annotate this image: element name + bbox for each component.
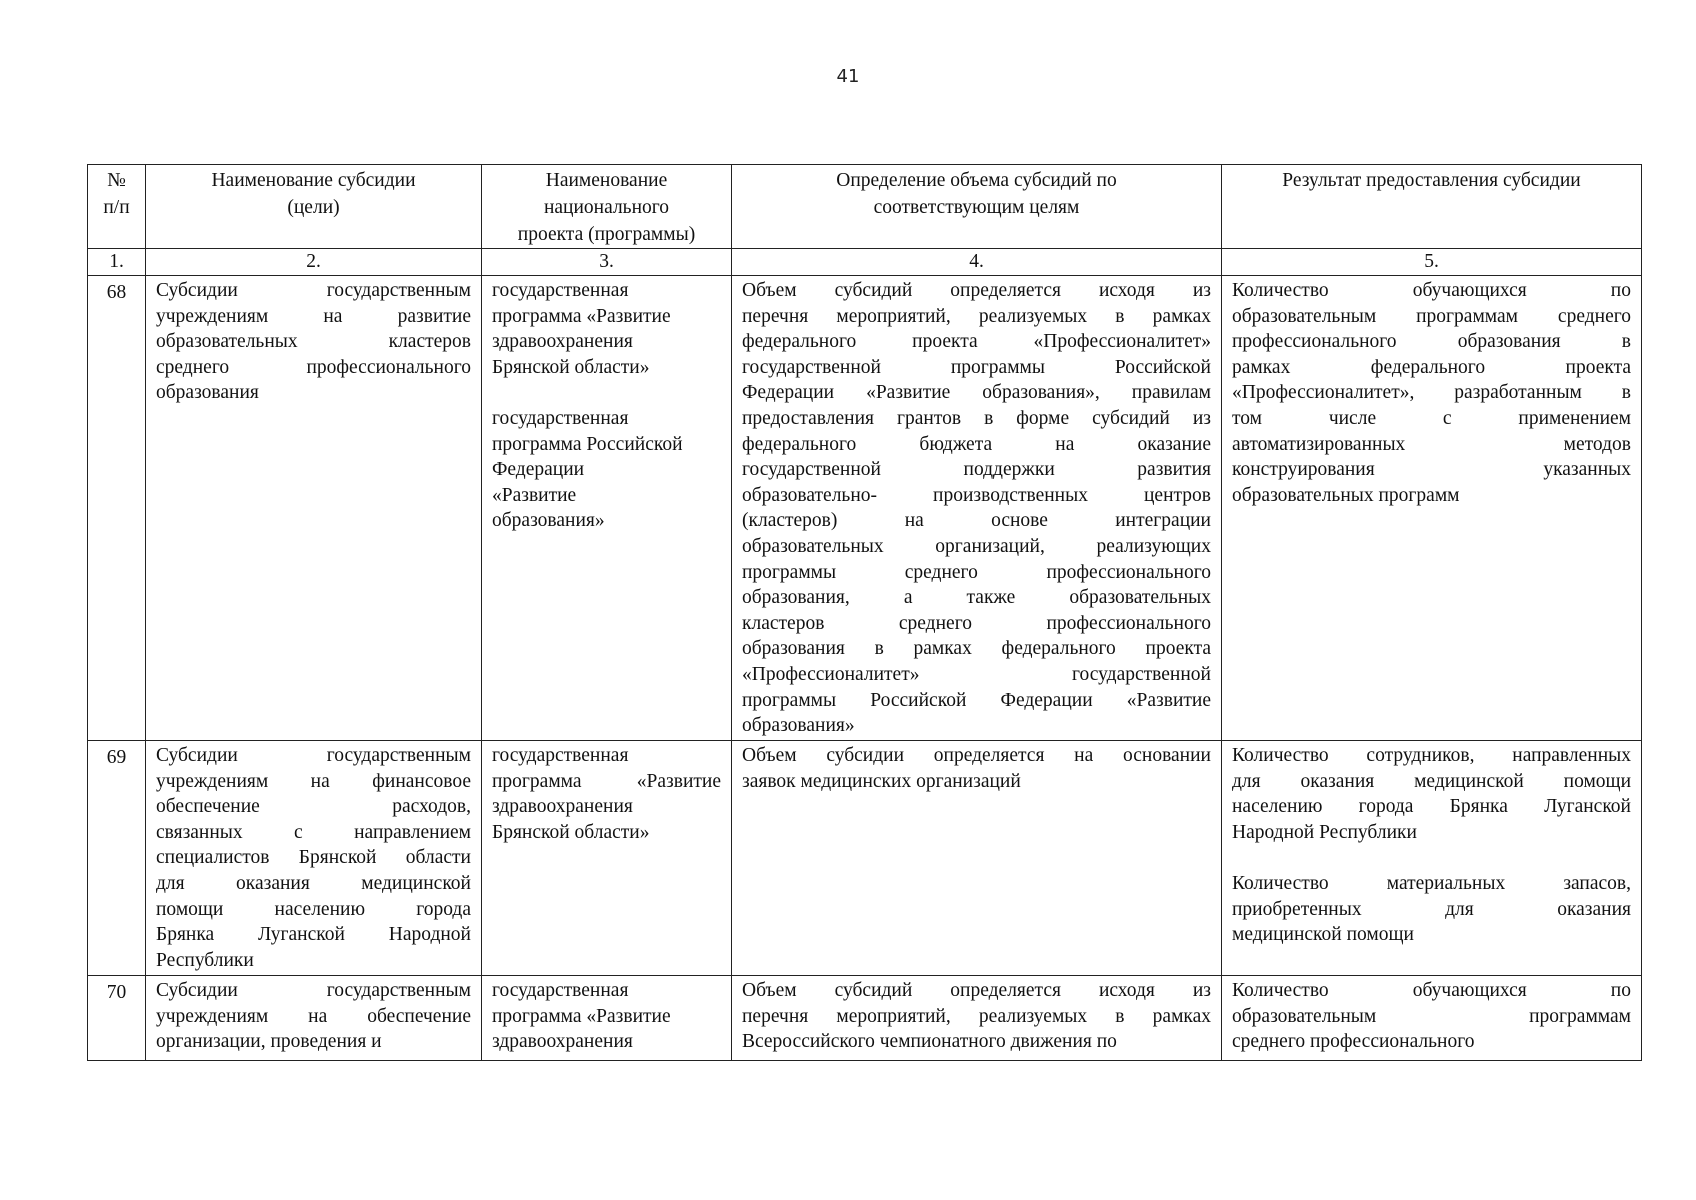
header-project-name	[482, 165, 732, 249]
text-line: Количество обучающихся по	[1232, 280, 1631, 301]
text-line: «Профессионалитет», разработанным в	[1232, 382, 1631, 404]
text-line: образовательным программам среднего	[1232, 305, 1631, 327]
column-number: 5.	[1222, 249, 1642, 276]
text-line: профессионального образования в	[1232, 331, 1631, 353]
page-number: 41	[836, 66, 860, 87]
header-number	[88, 165, 146, 249]
column-number: 4.	[732, 249, 1222, 276]
text-line: Брянской области»	[492, 821, 650, 843]
text-line: помощи населению города	[156, 898, 471, 920]
header-number-line: №	[107, 170, 126, 191]
text-line: образования, а также образовательных	[742, 587, 1211, 609]
result-cell	[1222, 741, 1642, 976]
text-line: связанных с направлением	[156, 821, 471, 843]
text-line: «Развитие	[492, 484, 577, 506]
text-line: Всероссийского чемпионатного движения по	[742, 1031, 1117, 1053]
header-project-name-line: проекта (программы)	[517, 224, 696, 245]
text-line: программа «Развитие	[492, 305, 671, 327]
text-line: специалистов Брянской области	[156, 847, 471, 869]
text-line: Федерации «Развитие образования», правилам	[742, 382, 1211, 404]
header-volume-line: соответствующим целям	[873, 197, 1080, 218]
text-line: Субсидии государственным	[156, 745, 471, 766]
text-line: «Профессионалитет» государственной	[742, 663, 1211, 685]
column-number: 1.	[88, 249, 146, 276]
text-line: перечня мероприятий, реализуемых в рамках	[742, 305, 1211, 327]
text-line: образовательных кластеров	[156, 331, 471, 353]
text-line: образовательно- производственных центров	[742, 484, 1211, 506]
text-line: государственная	[492, 745, 629, 766]
header-subsidy-name	[146, 165, 482, 249]
result-block	[1232, 871, 1631, 948]
text-line: Количество сотрудников, направленных	[1232, 745, 1631, 766]
text-line: образовательным программам	[1232, 1005, 1631, 1027]
text-line: здравоохранения	[492, 1031, 633, 1053]
header-project-name-line: национального	[543, 197, 670, 218]
column-number: 3.	[482, 249, 732, 276]
text-line: здравоохранения	[492, 796, 633, 818]
text-line: Объем субсидии определяется на основании	[742, 745, 1211, 766]
text-line: Субсидии государственным	[156, 980, 471, 1001]
text-line: автоматизированных методов	[1232, 433, 1631, 455]
result-cell	[1222, 276, 1642, 741]
text-line: Количество обучающихся по	[1232, 980, 1631, 1001]
text-line: государственная	[492, 280, 629, 301]
header-project-name-line: Наименование	[545, 170, 668, 191]
text-line: конструирования указанных	[1232, 459, 1631, 481]
text-line: учреждениям на развитие	[156, 305, 471, 327]
header-result-line: Результат предоставления субсидии	[1282, 170, 1581, 191]
text-line: среднего профессионального	[156, 356, 471, 378]
text-line: для оказания медицинской помощи	[1232, 770, 1631, 792]
text-line: Объем субсидий определяется исходя из	[742, 280, 1211, 301]
header-number-line: п/п	[103, 197, 130, 218]
text-line: образовательных программ	[1232, 484, 1460, 506]
table-header-row	[88, 165, 1642, 249]
text-line: программы среднего профессионального	[742, 561, 1211, 583]
text-line: здравоохранения	[492, 331, 633, 353]
text-line: государственная	[492, 407, 629, 429]
text-line: рамках федерального проекта	[1232, 356, 1631, 378]
text-line: перечня мероприятий, реализуемых в рамках	[742, 1005, 1211, 1027]
result-block	[1232, 743, 1631, 845]
text-line: для оказания медицинской	[156, 872, 471, 894]
text-line: населению города Брянка Луганской	[1232, 796, 1631, 818]
text-line: обеспечение расходов,	[156, 796, 471, 818]
project-name-block	[492, 406, 721, 534]
text-line: государственной программы Российской	[742, 356, 1211, 378]
result-cell	[1222, 976, 1642, 1061]
text-line: учреждениям на обеспечение	[156, 1005, 471, 1027]
table-row	[88, 741, 1642, 976]
header-result	[1222, 165, 1642, 249]
text-line: федерального бюджета на оказание	[742, 433, 1211, 455]
text-line: Народной Республики	[1232, 821, 1417, 843]
text-line: образования	[156, 382, 259, 404]
subsidy-name-cell	[146, 276, 482, 741]
text-line: предоставления грантов в форме субсидий из	[742, 407, 1211, 429]
text-line: Объем субсидий определяется исходя из	[742, 980, 1211, 1001]
text-line: программы Российской Федерации «Развитие	[742, 689, 1211, 711]
text-line: организации, проведения и	[156, 1031, 382, 1053]
project-name-block	[492, 278, 721, 380]
volume-definition-cell	[732, 276, 1222, 741]
table-row	[88, 976, 1642, 1061]
text-line: (кластеров) на основе интеграции	[742, 510, 1211, 532]
text-line: среднего профессионального	[1232, 1031, 1475, 1053]
volume-definition-cell	[732, 741, 1222, 976]
text-line: государственная	[492, 980, 629, 1001]
header-volume-definition	[732, 165, 1222, 249]
volume-definition-cell	[732, 976, 1222, 1061]
paragraph-gap	[1232, 845, 1631, 871]
column-number: 2.	[146, 249, 482, 276]
header-volume-line: Определение объема субсидий по	[836, 170, 1117, 191]
subsidy-table	[87, 164, 1642, 1061]
text-line: Субсидии государственным	[156, 280, 471, 301]
text-line: Брянской области»	[492, 356, 650, 378]
text-line: Республики	[156, 949, 254, 971]
header-subsidy-name-line: (цели)	[287, 197, 340, 218]
row-number: 70	[88, 976, 146, 1061]
row-number: 69	[88, 741, 146, 976]
column-number-row	[88, 249, 1642, 276]
header-subsidy-name-line: Наименование субсидии	[211, 170, 416, 191]
text-line: образования»	[742, 715, 855, 737]
text-line: государственной поддержки развития	[742, 459, 1211, 481]
text-line: образования в рамках федерального проекта	[742, 638, 1211, 660]
text-line: медицинской помощи	[1232, 924, 1414, 946]
text-line: Количество материальных запасов,	[1232, 872, 1631, 894]
paragraph-gap	[492, 380, 721, 406]
text-line: заявок медицинских организаций	[742, 770, 1021, 792]
text-line: федерального проекта «Профессионалитет»	[742, 331, 1211, 353]
text-line: программа «Развитие	[492, 770, 721, 792]
project-name-cell	[482, 741, 732, 976]
table-row	[88, 276, 1642, 741]
project-name-cell	[482, 976, 732, 1061]
row-number: 68	[88, 276, 146, 741]
subsidy-name-cell	[146, 741, 482, 976]
text-line: образования»	[492, 510, 605, 532]
text-line: учреждениям на финансовое	[156, 770, 471, 792]
text-line: образовательных организаций, реализующих	[742, 535, 1211, 557]
text-line: том числе с применением	[1232, 407, 1631, 429]
text-line: приобретенных для оказания	[1232, 898, 1631, 920]
text-line: программа Российской	[492, 433, 683, 455]
text-line: кластеров среднего профессионального	[742, 612, 1211, 634]
text-line: Брянка Луганской Народной	[156, 924, 471, 946]
project-name-block	[492, 743, 721, 845]
text-line: программа «Развитие	[492, 1005, 671, 1027]
subsidy-name-cell	[146, 976, 482, 1061]
text-line: Федерации	[492, 459, 585, 481]
project-name-cell	[482, 276, 732, 741]
